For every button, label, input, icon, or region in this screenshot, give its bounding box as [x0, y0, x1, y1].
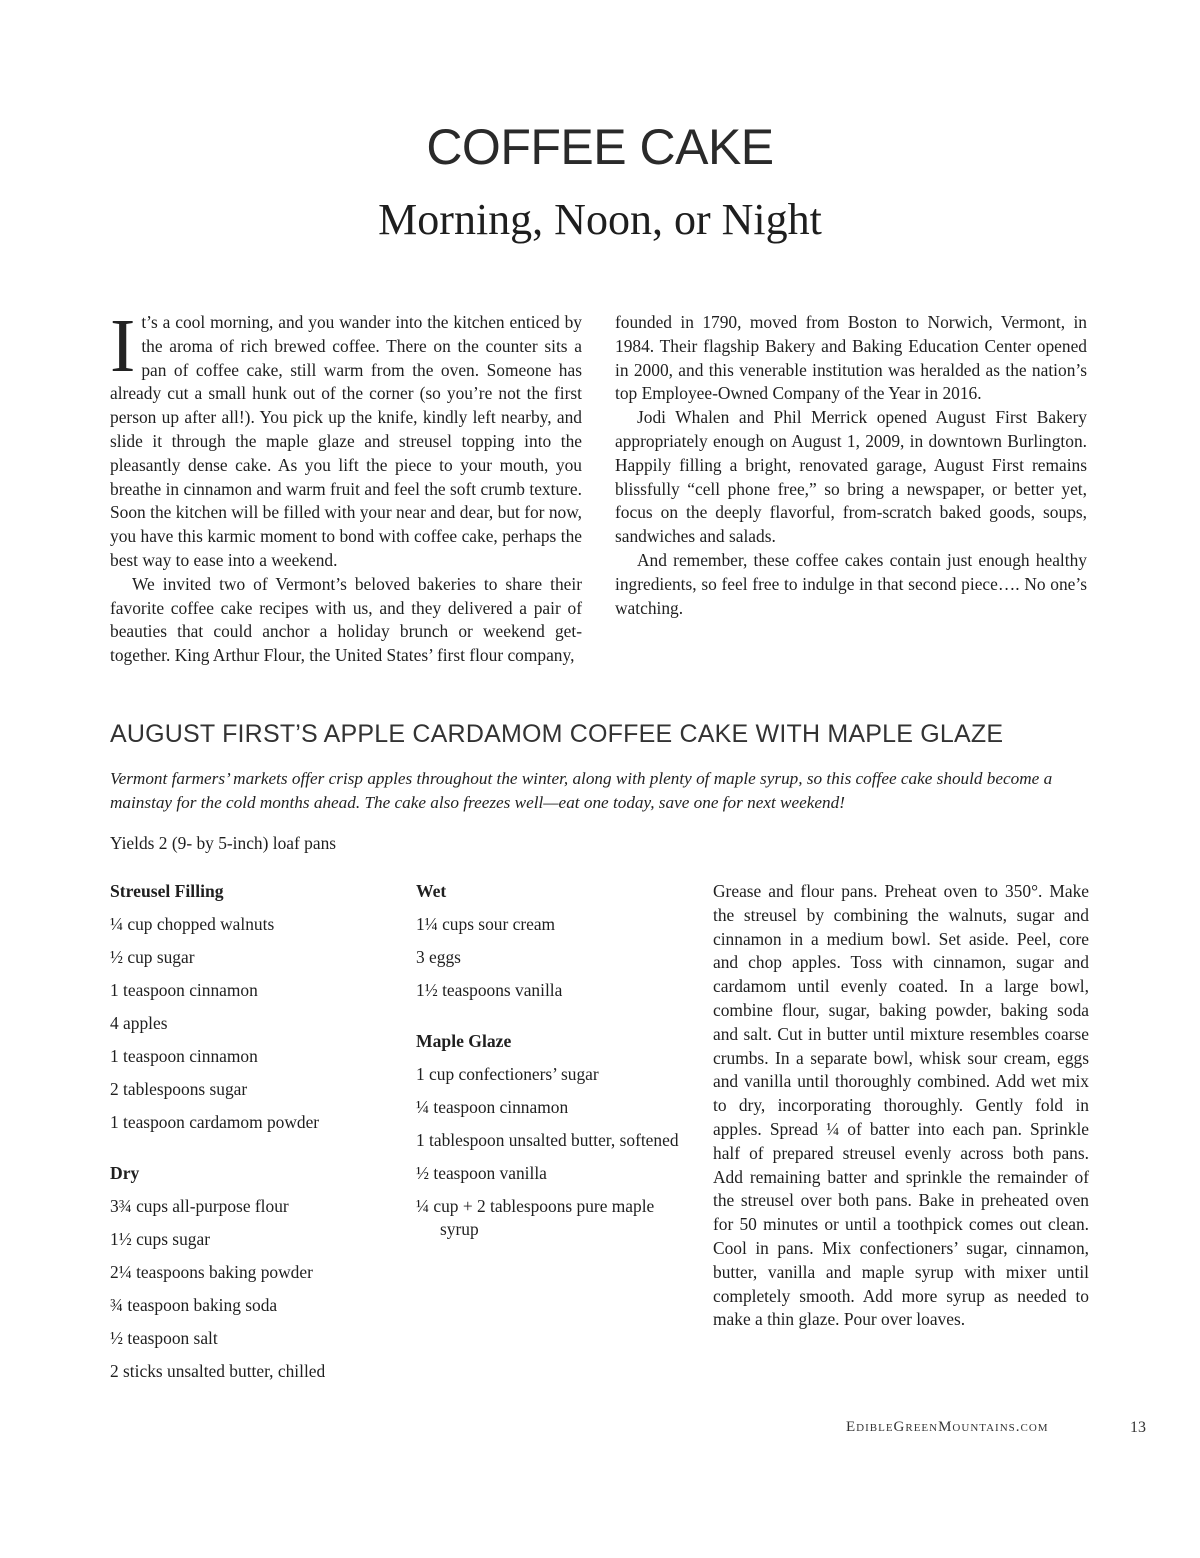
ingredient-item: 2 sticks unsalted butter, chilled [110, 1361, 326, 1381]
recipe-yields: Yields 2 (9- by 5-inch) loaf pans [110, 833, 337, 853]
recipe-title: AUGUST FIRST’S APPLE CARDAMOM COFFEE CAKE WITH MAPLE GLAZE [110, 720, 1004, 748]
intro-paragraph-2: We invited two of Vermont’s beloved bakeries to share their favorite coffee cake recipes with us, and they delivered a pair of beauties that could anchor a holiday brunch or weekend get-together. King Arthur Flour, the United States’ first flour company, [110, 573, 582, 666]
recipe-intro: Vermont farmers’ markets offer crisp apples throughout the winter, along with plenty of maple syrup, so this coffee cake should become a mainstay for the cold months ahead. The cake also freezes well—eat one today, save one for next weekend! [110, 769, 1053, 812]
ingredient-item: 1 teaspoon cinnamon [110, 1046, 258, 1066]
maple-glaze-heading: Maple Glaze [416, 1031, 512, 1051]
ingredient-item: ½ teaspoon vanilla [416, 1163, 547, 1183]
ingredient-item: ½ teaspoon salt [110, 1328, 218, 1348]
dry-list [110, 1195, 390, 1383]
ingredient-item: 1 tablespoon unsalted butter, softened [416, 1130, 679, 1150]
recipe-method: Grease and flour pans. Preheat oven to 350°. Make the streusel by combining the walnuts, sugar and cinnamon in a medium bowl. Set aside. Peel, core and chop apples. Toss with cinnamon, sugar and cardamom until evenly coated. In a large bowl, combine flour, sugar, baking powder, baking soda and salt. Cut in butter until mixture resembles coarse crumbs. In a separate bowl, whisk sour cream, eggs and vanilla until thoroughly combined. Add wet mix to dry, incorporating thoroughly. Gently fold in apples. Spread ¼ of batter into each pan. Sprinkle half of prepared streusel evenly across both pans. Add remaining batter and sprinkle the remainder of the streusel over both pans. Bake in preheated oven for 50 minutes or until a toothpick comes out clean. Cool in pans. Mix confectioners’ sugar, cinnamon, butter, vanilla and maple syrup with mixer until completely smooth. Add more syrup as needed to make a thin glaze. Pour over loaves. [713, 881, 1089, 1330]
intro-paragraph-1 [110, 304, 582, 573]
ingredient-item: 2 tablespoons sugar [110, 1079, 248, 1099]
ingredient-item: 1 teaspoon cardamom powder [110, 1112, 320, 1132]
ingredient-item: ½ cup sugar [110, 947, 195, 967]
intro-paragraph-4: And remember, these coffee cakes contain just enough healthy ingredients, so feel free to indulge in that second piece…. No one’s watching. [615, 549, 1087, 618]
dry-heading: Dry [110, 1163, 140, 1183]
intro-column-right [615, 311, 1087, 620]
intro-column-left [110, 304, 582, 668]
ingredient-item: 1½ teaspoons vanilla [416, 980, 563, 1000]
ingredient-item: 2¼ teaspoons baking powder [110, 1262, 313, 1282]
ingredient-item: 1¼ cups sour cream [416, 914, 556, 934]
page-title: COFFEE CAKE [426, 119, 774, 175]
page-subtitle: Morning, Noon, or Night [378, 195, 822, 244]
streusel-heading: Streusel Filling [110, 881, 224, 901]
wet-list [416, 913, 696, 1002]
ingredient-item: 1½ cups sugar [110, 1229, 210, 1249]
intro-paragraph-2-continued: founded in 1790, moved from Boston to Norwich, Vermont, in 1984. Their flagship Bakery and Baking Education Center opened in 2000, and this venerable institution was heralded as the nation’s top Employee-Owned Company of the Year in 2016. [615, 312, 1087, 404]
ingredient-item: 1 teaspoon cinnamon [110, 980, 258, 1000]
footer-website: EdibleGreenMountains.com [846, 1419, 1049, 1435]
ingredient-item: ¾ teaspoon baking soda [110, 1295, 278, 1315]
ingredient-item: 4 apples [110, 1013, 168, 1033]
page-number: 13 [1130, 1419, 1146, 1436]
wet-heading: Wet [416, 881, 447, 901]
ingredient-item: ¼ teaspoon cinnamon [416, 1097, 569, 1117]
streusel-list [110, 913, 390, 1134]
ingredient-item: 1 cup confectioners’ sugar [416, 1064, 599, 1084]
drop-cap: I [110, 304, 136, 388]
ingredient-item: 3 eggs [416, 947, 461, 967]
ingredient-item: 3¾ cups all-purpose flour [110, 1196, 289, 1216]
intro-paragraph-1-text: t’s a cool morning, and you wander into the kitchen enticed by the aroma of rich brewed coffee. There on the counter sits a pan of coffee cake, still warm from the oven. Someone has already cut a small hunk out of the corner (so you’re not the first person up after all!). You pick up the knife, kindly left nearby, and slide it through the maple glaze and streusel topping into the pleasantly dense cake. As you lift the piece to your mouth, you breathe in cinnamon and warm fruit and feel the soft crumb texture. Soon the kitchen will be filled with your near and dear, but for now, you have this karmic moment to bond with coffee cake, perhaps the best way to ease into a weekend. [110, 312, 582, 570]
ingredient-item: ¼ cup chopped walnuts [110, 914, 275, 934]
ingredients-column-2 [416, 880, 696, 1251]
maple-glaze-list [416, 1063, 696, 1241]
intro-paragraph-3: Jodi Whalen and Phil Merrick opened August First Bakery appropriately enough on August 1, 2009, in downtown Burlington. Happily filling a bright, renovated garage, August First remains blissfully “cell phone free,” so bring a newspaper, or better yet, focus on the deeply flavorful, from-scratch baked goods, soups, sandwiches and salads. [615, 407, 1087, 547]
ingredient-item: ¼ cup + 2 tablespoons pure maple syrup [416, 1196, 655, 1240]
ingredients-column-1 [110, 880, 390, 1393]
